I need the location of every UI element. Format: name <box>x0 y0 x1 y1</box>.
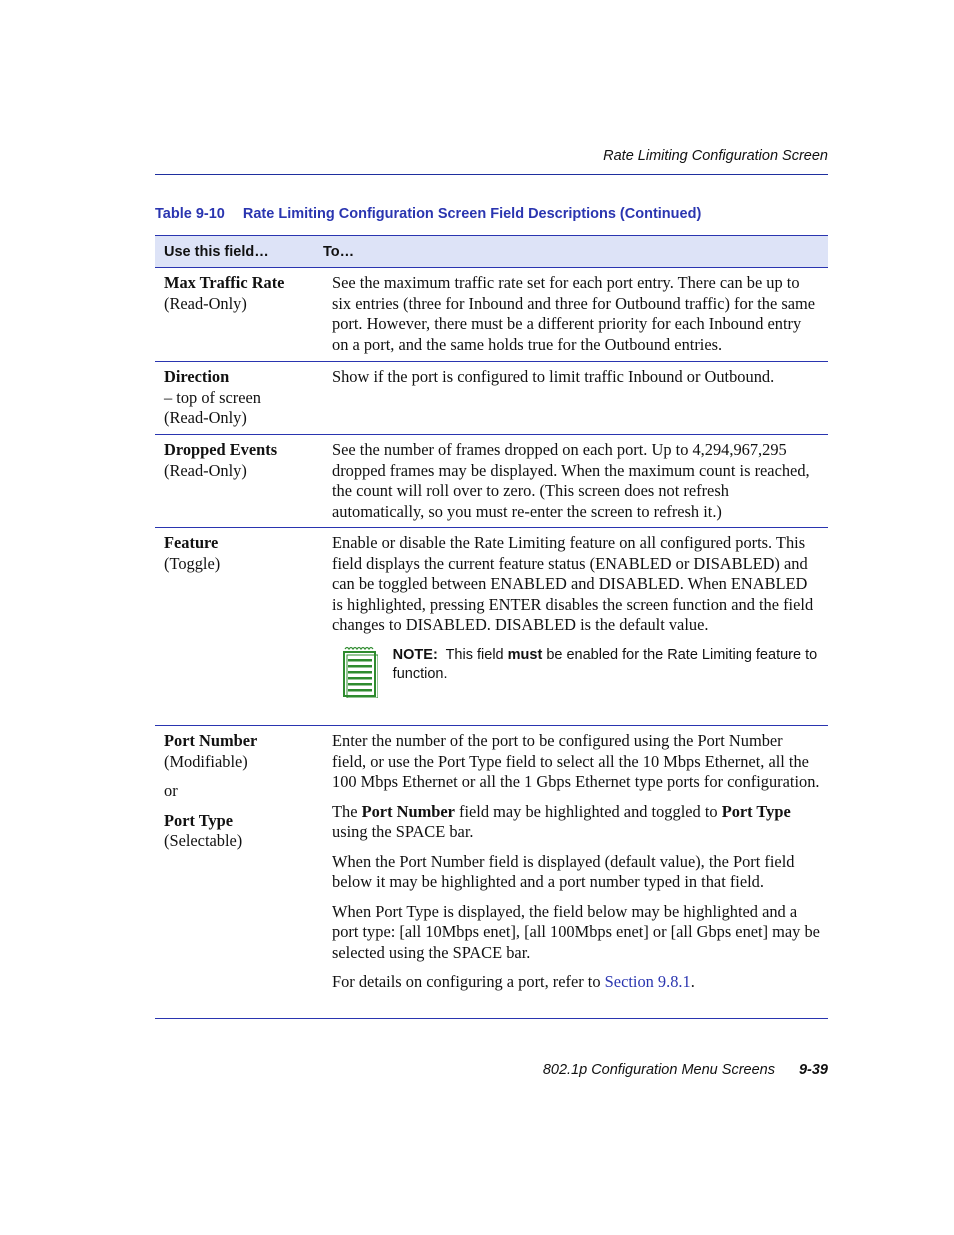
page-number: 9-39 <box>798 1062 828 1078</box>
table-header-row <box>155 235 828 268</box>
caption-title: Rate Limiting Configuration Screen Field Descriptions (Continued) <box>242 206 702 222</box>
field-qualifier: (Selectable) <box>164 831 243 850</box>
field-name: Direction <box>164 367 230 386</box>
field-qualifier: (Toggle) <box>164 553 221 573</box>
field-qualifier: (Read-Only) <box>164 408 247 427</box>
column-header-description: To… <box>323 243 355 260</box>
field-name: Port Number <box>164 731 258 750</box>
field-qualifier: (Read-Only) <box>164 293 247 313</box>
note-label: NOTE: <box>392 646 438 663</box>
header-rule <box>155 174 828 175</box>
field-description: See the number of frames dropped on each port. Up to 4,294,967,295 dropped frames may be displayed. When the maximum count is reached, the count will roll over to zero. (This screen does not refresh automatically, so you must re-enter the screen to refresh it.) <box>332 440 810 521</box>
description-paragraph: Enter the number of the port to be configured using the Port Number field, or use the Port Type field to select all the 10 Mbps Ethernet, all the 100 Mbps Ethernet or all the 1 Gbps Ethernet type ports for configuration. <box>332 731 820 791</box>
or-text: or <box>164 781 178 800</box>
notepad-icon <box>342 646 383 702</box>
table-row <box>155 268 828 362</box>
field-name: Dropped Events <box>164 440 278 459</box>
description-paragraph: When the Port Number field is displayed (default value), the Port field below it may be highlighted and a port number typed in that field. <box>332 851 795 891</box>
caption-number: Table 9-10 <box>155 206 225 222</box>
field-name: Feature <box>164 533 219 552</box>
section-link[interactable]: Section 9.8.1 <box>604 972 691 991</box>
footer-chapter-title: 802.1p Configuration Menu Screens <box>542 1062 775 1078</box>
field-qualifier: (Read-Only) <box>164 460 247 480</box>
table-row <box>155 726 828 1019</box>
field-qualifier: – top of screen <box>164 387 261 407</box>
field-description: Show if the port is configured to limit traffic Inbound or Outbound. <box>332 367 775 386</box>
field-description: Enable or disable the Rate Limiting feature on all configured ports. This field displays the current feature status (ENABLED or DISABLED) and can be toggled between ENABLED and DISABLED. When ENABLED is highlighted, pressing ENTER disables the screen function and the field changes to DISABLED. DISABLED is the default value. <box>332 533 814 634</box>
note-box <box>332 646 820 702</box>
description-paragraph: For details on configuring a port, refer to Section 9.8.1. <box>332 972 695 991</box>
description-paragraph: When Port Type is displayed, the field below may be highlighted and a port type: [all 10Mbps enet], [all 100Mbps enet] or [all Gbps enet] may be selected using the SPACE bar. <box>332 901 820 962</box>
field-name: Max Traffic Rate <box>164 273 285 292</box>
field-qualifier: (Modifiable) <box>164 751 248 771</box>
table-row <box>155 435 828 528</box>
field-name: Port Type <box>164 810 234 830</box>
column-header-field: Use this field… <box>164 243 269 260</box>
page-footer <box>155 1062 828 1078</box>
field-description: See the maximum traffic rate set for each port entry. There can be up to six entries (three for Inbound and three for Outbound traffic) for the same port. However, there must be a different priority for each Inbound entry on a port, and the same holds true for the Outbound entries. <box>332 273 816 354</box>
table-row <box>155 362 828 435</box>
table-caption <box>155 206 701 222</box>
note-text: NOTE: This field must be enabled for the Rate Limiting feature to function. <box>392 646 818 682</box>
description-paragraph: The Port Number field may be highlighted and toggled to Port Type using the SPACE bar. <box>332 801 791 841</box>
table-row <box>155 528 828 726</box>
field-descriptions-table <box>155 235 828 1019</box>
running-header: Rate Limiting Configuration Screen <box>603 148 828 164</box>
